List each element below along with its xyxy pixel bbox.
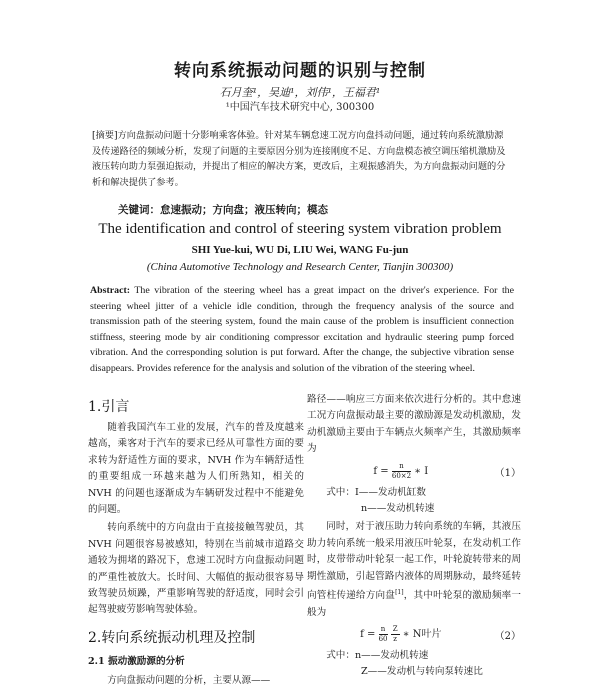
keywords-cn-text: 怠速振动；方向盘；液压转向；模态: [160, 204, 328, 216]
equation-1: [307, 462, 521, 481]
abstract-cn: [92, 128, 512, 190]
equation-1-body: f = $\frac{n}{60\times 2}$ ∗ I: [373, 461, 429, 480]
subsection-2-1-heading: 2.1 振动激励源的分析: [88, 655, 185, 667]
section-2-heading: 2.转向系统振动机理及控制: [88, 629, 256, 646]
affiliation-en: (China Automotive Technology and Research Center, Tianjin 300300): [146, 261, 454, 273]
equation-2-number: （2）: [494, 631, 521, 643]
abstract-cn-label: [摘要]: [92, 130, 118, 141]
equation-1-number: （1）: [494, 467, 521, 479]
abstract-cn-text: 方向盘振动问题十分影响乘客体验。针对某车辆怠速工况方向盘抖动问题，通过转向系统激励源及传递路径的频域分析，发现了问题的主要原因分别为连接刚度不足、方向盘模态被空调压缩机激励及液压转向助力泵强迫振动，并提出了相应的解决方案，更改后，主观振感消失，为方向盘振动问题的分析和解决提供了参考。: [92, 130, 506, 188]
section-1-paragraph-1: 随着我国汽车工业的发展，汽车的普及度越来越高，乘客对于汽车的要求已经从可靠性方面的要求转为舒适性方面的要求，NVH 作为车辆舒适性的重要组成一环越来越为人们所熟知，相关的 NVH 的问题也逐渐成为车辆研发过程中不能避免的问题。: [88, 422, 304, 516]
equation-2: [307, 625, 521, 644]
keywords-cn-label: 关键词：: [118, 204, 160, 216]
where-2-line-a: 式中：n——发动机转速: [326, 650, 429, 662]
equation-2-body: f = $\frac{n}{60}$ $\frac{Z}{z}$ ∗ N叶片: [360, 625, 442, 644]
authors-en: SHI Yue-kui, WU Di, LIU Wei, WANG Fu-jun: [191, 244, 409, 256]
equation-2-fraction-b: $\frac{Z}{z}$: [392, 625, 398, 644]
where-2-line-b: Z——发动机与转向泵转速比: [361, 666, 483, 678]
abstract-en: [90, 283, 514, 377]
affiliation-cn: ¹中国汽车技术研究中心, 300300: [225, 102, 375, 113]
section-1-paragraph-2: 转向系统中的方向盘由于直接接触驾驶员，其 NVH 问题很容易被感知，特别在当前城市道路交通较为拥堵的路况下，怠速工况时方向盘振动问题的严重性被放大。长时间、大幅值的振动很容易导致驾驶员烦躁，严重影响驾驶的舒适度，同时会引起驾驶疲劳影响驾驶体验。: [88, 522, 304, 616]
abstract-en-text: The vibration of the steering wheel has a great impact on the driver's experience. For the steering wheel jitter of a vehicle idle condition, through the frequency analysis of the source and transmission path of the steering system, found the main cause of the problem is insufficient connection stiffness, steering mode by air conditioning compressor excitation and hydraulic steering pump forced vibration. And the corresponding solution is put forward. After the change, the subjective vibration sense disappears. Provides reference for the analysis and solution of the vibration of the steering wheel.: [90, 285, 515, 374]
equation-2-fraction-a: $\frac{n}{60}$: [378, 625, 388, 644]
keywords-cn: [118, 202, 518, 217]
equation-1-fraction: $\frac{n}{60\times 2}$: [391, 461, 412, 480]
paper-title-cn: 转向系统振动问题的识别与控制: [174, 61, 426, 81]
right-paragraph-1: 路径——响应三方面来依次进行分析的。其中怠速工况方向盘振动最主要的激励源是发动机激励，发动机激励主要由于车辆点火频率产生，其激励频率为: [307, 394, 521, 455]
where-1-line-a: 式中：I——发动机缸数: [326, 486, 426, 498]
section-1-heading: 1.引言: [88, 399, 130, 415]
left-column: [88, 396, 304, 689]
authors-cn: 石月奎¹，吴迪¹，刘伟¹，王福君¹: [219, 86, 381, 99]
section-2-paragraph-1: 方向盘振动问题的分析，主要从源——: [107, 674, 271, 686]
right-column: [307, 392, 521, 681]
where-1-line-b: n——发动机转速: [361, 503, 435, 515]
right-paragraph-2: 同时，对于液压助力转向系统的车辆，其液压助力转向系统一般采用液压叶轮泵，在发动机工作时，皮带带动叶轮泵一起工作，叶轮旋转带来的周期性激励，引起管路内液体的周期脉动，最终延转向管柱传递给方向盘[1]，其中叶轮泵的激励频率一般为: [307, 521, 522, 618]
abstract-en-label: Abstract:: [90, 285, 131, 296]
paper-title-en: The identification and control of steering system vibration problem: [98, 221, 502, 237]
